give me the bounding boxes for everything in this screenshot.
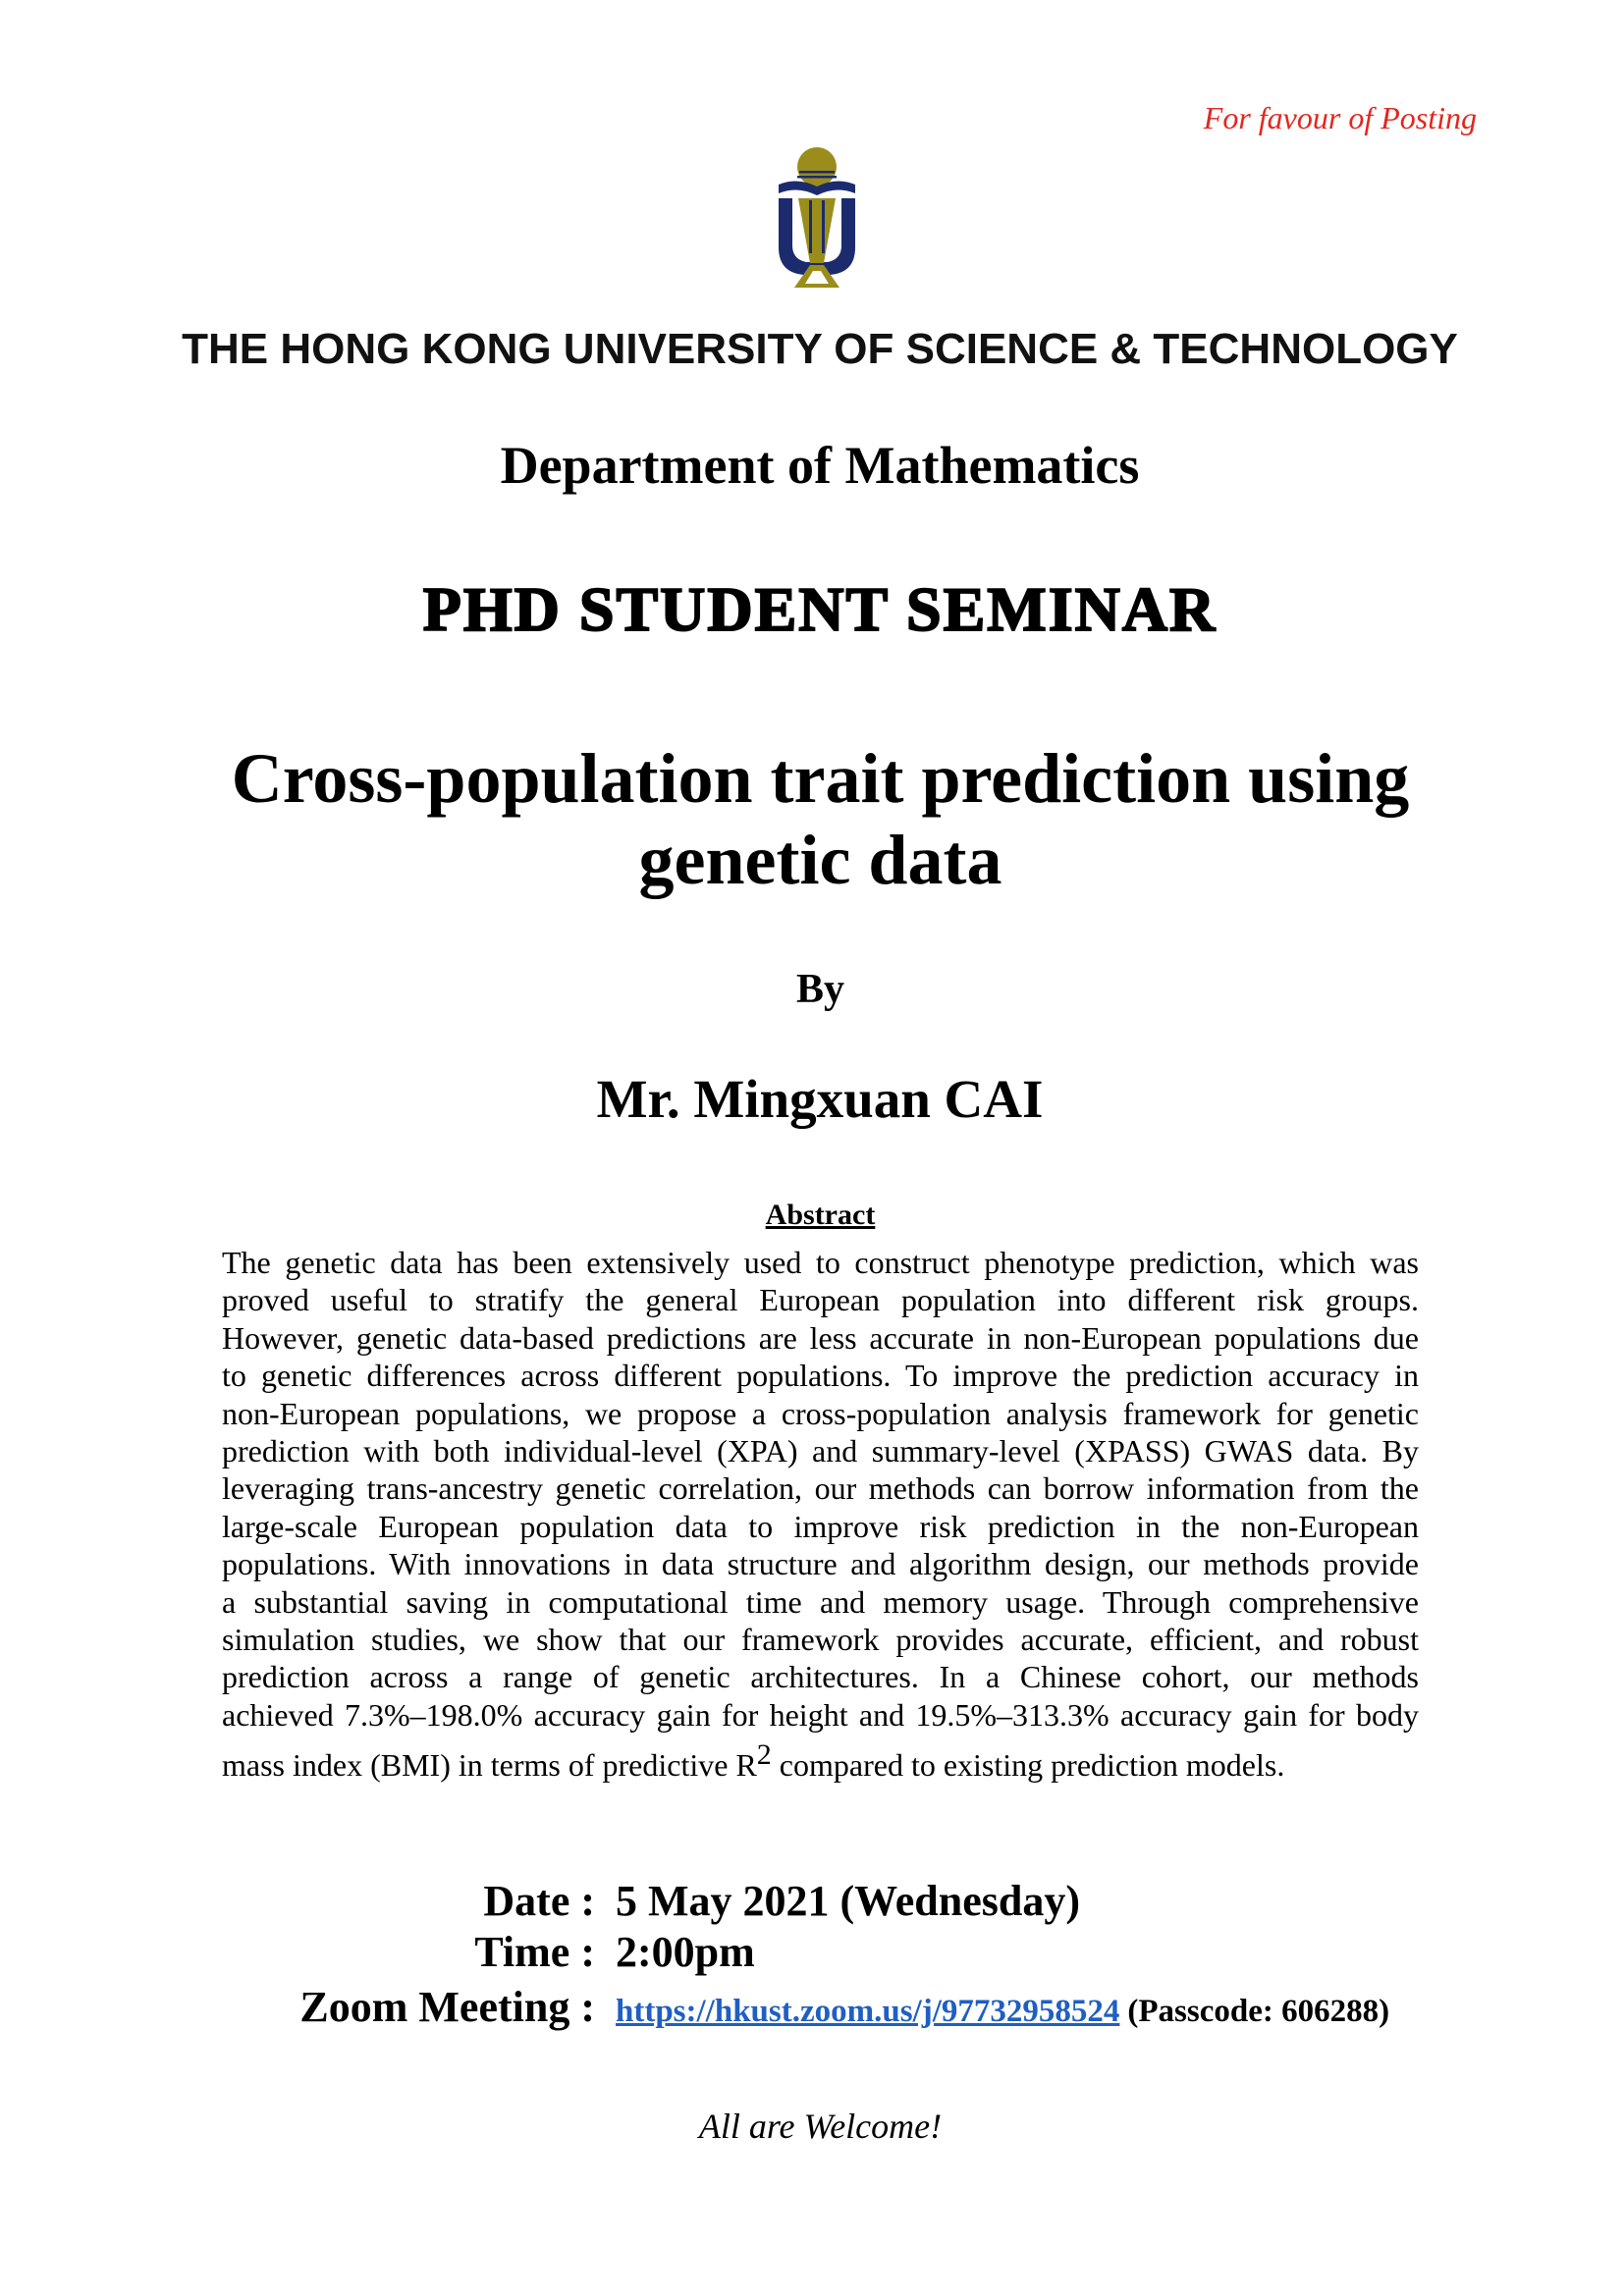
abstract-line: leveraging trans-ancestry genetic correlation, our methods can borrow information from the: [222, 1470, 1419, 1507]
abstract-line: a substantial saving in computational time and memory usage. Through comprehensive: [222, 1583, 1419, 1620]
seminar-title: [222, 738, 1419, 901]
abstract-line: proved useful to stratify the general European population into different risk groups.: [222, 1282, 1419, 1318]
r-squared-superscript: 2: [756, 1738, 772, 1772]
abstract-line: large-scale European population data to improve risk prediction in the non-European: [222, 1508, 1419, 1544]
by-label: By: [795, 967, 844, 1012]
time-value: 2:00pm: [616, 1928, 755, 1976]
time-label: Time :: [474, 1928, 595, 1976]
speaker-name: Mr. Mingxuan CAI: [596, 1069, 1044, 1129]
department-name: Department of Mathematics: [500, 436, 1140, 495]
zoom-row: [0, 1982, 1624, 2033]
seminar-title-line: genetic data: [638, 821, 1002, 899]
zoom-passcode: (Passcode: 606288): [1127, 1994, 1390, 2029]
abstract-line: non-European populations, we propose a cross-population analysis framework for genetic: [222, 1395, 1419, 1431]
abstract-heading-text: Abstract: [765, 1199, 876, 1231]
date-row: [0, 1876, 1624, 1927]
closing-note: All are Welcome!: [698, 2107, 943, 2146]
time-row: [0, 1927, 1624, 1978]
abstract-last-line-start: mass index (BMI) in terms of predictive R: [222, 1747, 757, 1784]
date-value: 5 May 2021 (Wednesday): [616, 1877, 1080, 1925]
abstract-last-line: [222, 1738, 1419, 1785]
seminar-title-line: Cross-population trait prediction using: [231, 739, 1410, 818]
abstract-body: [222, 1244, 1419, 1785]
university-logo: [773, 147, 861, 290]
abstract-heading: [222, 1198, 1419, 1233]
abstract-line: The genetic data has been extensively used to construct phenotype prediction, which was: [222, 1245, 1419, 1280]
abstract-line: However, genetic data-based predictions are less accurate in non-European populations due: [222, 1319, 1419, 1356]
abstract-line: to genetic differences across different populations. To improve the prediction accuracy in: [222, 1358, 1419, 1394]
zoom-meeting-link[interactable]: https://hkust.zoom.us/j/97732958524: [616, 1994, 1120, 2029]
university-name: THE HONG KONG UNIVERSITY OF SCIENCE & TECHNOLOGY: [182, 325, 1458, 373]
zoom-label: Zoom Meeting :: [299, 1983, 595, 2031]
abstract-line: prediction with both individual-level (XPA) and summary-level (XPASS) GWAS data. By: [222, 1432, 1419, 1468]
posting-note: For favour of Posting: [1203, 100, 1477, 135]
abstract-line: populations. With innovations in data structure and algorithm design, our methods provide: [222, 1546, 1419, 1582]
event-type-heading: PHD STUDENT SEMINAR: [422, 574, 1218, 644]
abstract-line: prediction across a range of genetic architectures. In a Chinese cohort, our methods: [222, 1659, 1419, 1695]
abstract-line: simulation studies, we show that our framework provides accurate, efficient, and robust: [222, 1621, 1419, 1657]
abstract-last-line-end: compared to existing prediction models.: [771, 1747, 1285, 1784]
date-label: Date :: [483, 1877, 595, 1925]
abstract-line: achieved 7.3%–198.0% accuracy gain for height and 19.5%–313.3% accuracy gain for body: [222, 1696, 1419, 1733]
